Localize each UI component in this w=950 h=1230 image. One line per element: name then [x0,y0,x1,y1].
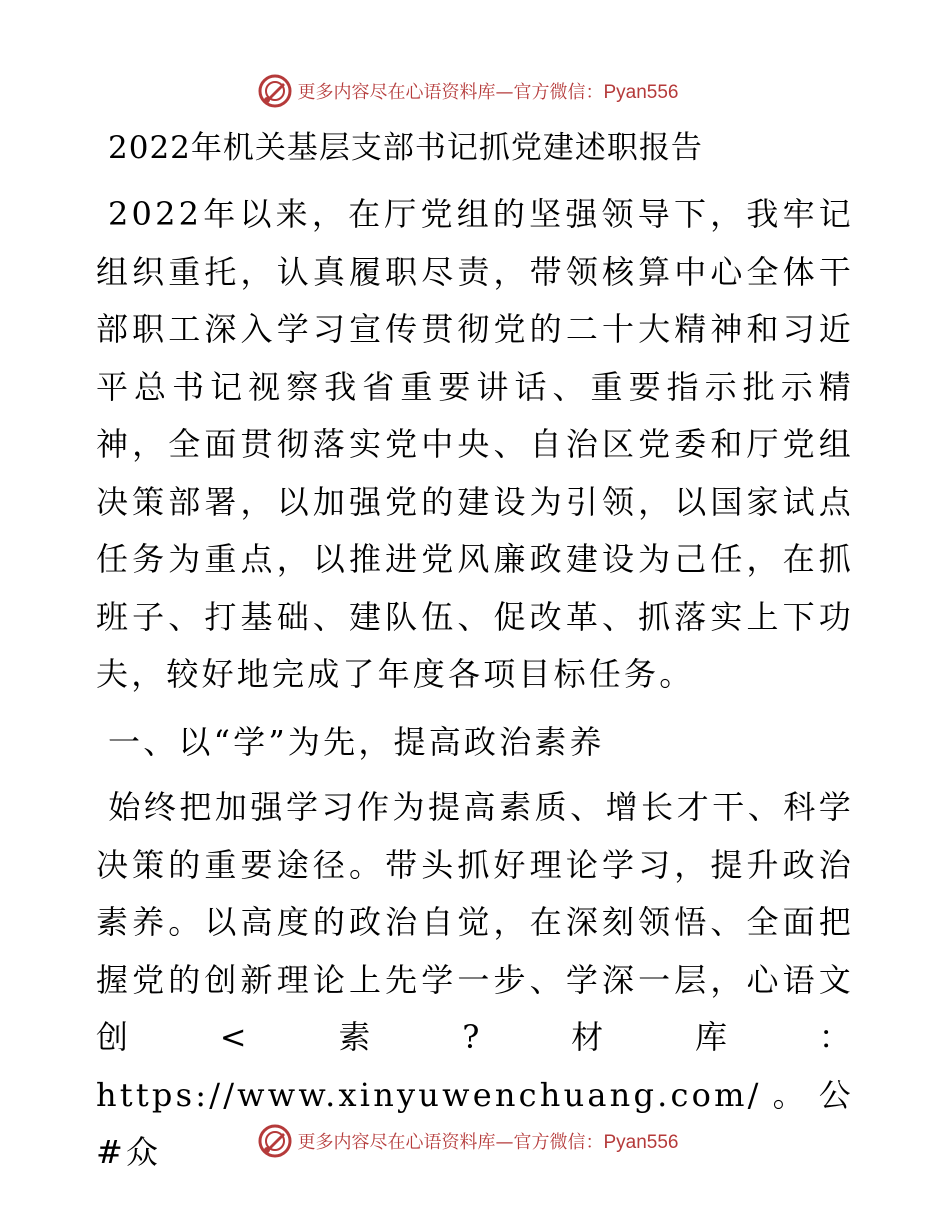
watermark-wechat-id: Pyan556 [603,82,679,103]
watermark-text: 更多内容尽在心语资料库—官方微信：Pyan556 [297,1132,679,1153]
watermark-wechat-id: Pyan556 [603,1132,679,1153]
header-watermark [0,71,950,111]
watermark-text: 更多内容尽在心语资料库—官方微信：Pyan556 [297,82,679,103]
ink-brush-logo-icon [257,1123,293,1159]
footer-watermark [0,1121,950,1161]
document-title: 2022年机关基层支部书记抓党建述职报告 [108,130,703,166]
section-heading-1: 一、以“学”为先，提高政治素养 [108,722,605,761]
paragraph-intro: 2022年以来，在厅党组的坚强领导下，我牢记组织重托，认真履职尽责，带领核算中心全体干部职工深入学习宣传贯彻党的二十大精神和习近平总书记视察我省重要讲话、重要指示批示精神，全面贯彻落实党中央、自治区党委和厅党组决策部署，以加强党的建设为引领，以国家试点任务为重点，以推进党风廉政建设为己任，在抓班子、打基础、建队伍、促改革、抓落实上下功夫，较好地完成了年度各项目标任务。 [96,195,854,693]
document-body [96,118,854,1182]
ink-brush-logo-icon [257,73,293,109]
paragraph-study: 始终把加强学习作为提高素质、增长才干、科学决策的重要途径。带头抓好理论学习，提升政治素养。以高度的政治自觉，在深刻领悟、全面把握党的创新理论上先学一步、学深一层，心语文创<素?材库：https://www.xinyuwenchuang.com/。公#众 [96,788,854,1171]
